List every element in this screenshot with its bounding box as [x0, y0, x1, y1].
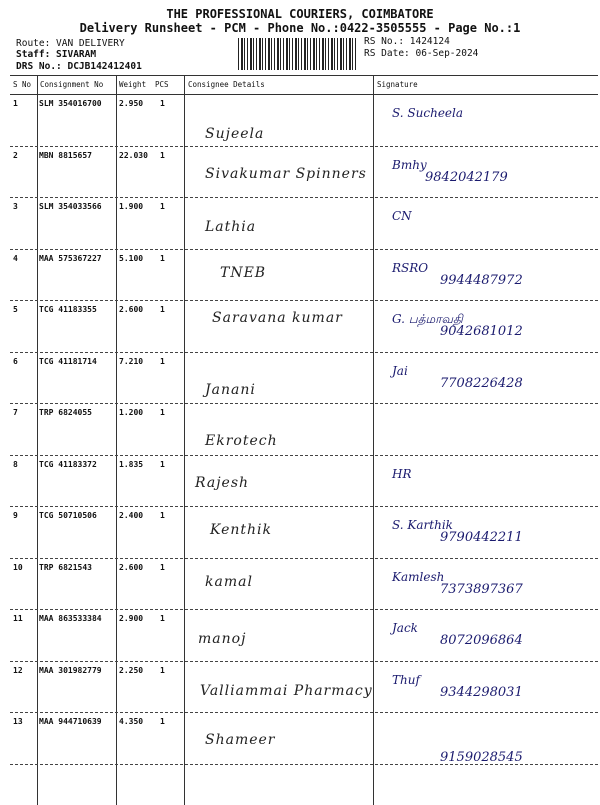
row-phone: 9790442211: [440, 530, 523, 545]
row-pcs: 1: [160, 305, 165, 314]
header-sno: S No: [13, 80, 32, 89]
row-weight: 1.200: [119, 408, 144, 417]
barcode-image: [238, 38, 358, 70]
row-signature: S. Sucheela: [392, 106, 464, 120]
route-label: Route: VAN DELIVERY: [16, 38, 125, 49]
row-phone: 9944487972: [440, 272, 523, 288]
row-weight: 2.950: [119, 99, 144, 108]
row-consignment-no: MAA 944710639: [39, 717, 102, 726]
rs-number: RS No.: 1424124: [364, 36, 450, 47]
header-consignee: Consignee Details: [188, 80, 265, 89]
row-consignment-no: TCG 41181714: [39, 356, 97, 366]
row-signature: HR: [392, 466, 412, 481]
row-separator: [10, 300, 598, 301]
row-sno: 4: [13, 253, 18, 263]
row-consignment-no: TCG 50710506: [39, 511, 97, 520]
row-separator: [10, 609, 598, 610]
row-separator: [10, 558, 598, 559]
row-consignee-handwriting: Sivakumar Spinners: [205, 165, 367, 182]
row-consignment-no: TCG 41183355: [39, 305, 97, 314]
row-separator: [10, 146, 598, 147]
table-header-line: [10, 94, 598, 95]
row-signature: G. பத்மாவதி: [392, 312, 463, 326]
row-weight: 1.900: [119, 202, 144, 211]
row-consignment-no: MBN 8815657: [39, 150, 92, 160]
header-consignment: Consignment No: [40, 80, 104, 89]
row-weight: 2.600: [119, 562, 144, 572]
row-sno: 5: [13, 305, 18, 314]
row-consignment-no: MAA 301982779: [39, 665, 102, 675]
row-separator: [10, 712, 598, 713]
row-weight: 2.600: [119, 305, 144, 314]
row-sno: 8: [13, 459, 18, 469]
staff-label: Staff: SIVARAM: [16, 49, 97, 60]
row-consignee-handwriting: Sujeela: [205, 126, 265, 142]
row-sno: 13: [13, 717, 23, 726]
row-weight: 4.350: [119, 717, 144, 726]
row-signature: RSRO: [392, 260, 429, 275]
row-signature: Thuf: [392, 672, 420, 687]
runsheet-subtitle: Delivery Runsheet - PCM - Phone No.:0422-3505555 - Page No.:1: [79, 21, 521, 35]
row-weight: 7.210: [119, 356, 144, 366]
row-sno: 6: [13, 356, 18, 366]
row-weight: 5.100: [119, 253, 144, 263]
row-consignee-handwriting: Saravana kumar: [212, 310, 343, 326]
row-pcs: 1: [160, 459, 165, 469]
row-signature: CN: [392, 209, 412, 223]
row-phone: 9344298031: [440, 684, 523, 700]
drs-number: DRS No.: DCJB142412401: [16, 61, 142, 72]
row-consignee-handwriting: Valliammai Pharmacy: [200, 682, 373, 699]
row-signature: Kamlesh: [392, 569, 445, 584]
row-consignment-no: MAA 575367227: [39, 253, 102, 263]
row-separator: [10, 455, 598, 456]
row-phone: 7373897367: [440, 581, 523, 597]
col-divider: [184, 75, 185, 805]
row-consignee-handwriting: kamal: [205, 573, 253, 590]
row-pcs: 1: [160, 562, 165, 572]
row-consignee-handwriting: manoj: [198, 631, 247, 647]
row-consignment-no: SLM 354016700: [39, 99, 102, 108]
row-phone: 7708226428: [440, 375, 523, 391]
row-sno: 2: [13, 150, 18, 160]
row-pcs: 1: [160, 614, 165, 623]
row-signature: S. Karthik: [392, 518, 453, 532]
row-separator: [10, 403, 598, 404]
row-pcs: 1: [160, 202, 165, 211]
row-separator: [10, 197, 598, 198]
row-separator: [10, 249, 598, 250]
row-separator: [10, 352, 598, 353]
row-phone: 9842042179: [425, 169, 508, 185]
rs-date: RS Date: 06-Sep-2024: [364, 48, 479, 59]
col-divider: [373, 75, 374, 805]
row-sno: 9: [13, 511, 18, 520]
row-pcs: 1: [160, 408, 165, 417]
row-signature: Jack: [392, 621, 418, 635]
row-consignment-no: SLM 354033566: [39, 202, 102, 211]
row-weight: 2.250: [119, 665, 144, 675]
row-consignment-no: TRP 6821543: [39, 562, 92, 572]
row-sno: 7: [13, 408, 18, 417]
col-divider: [37, 75, 38, 805]
row-consignment-no: TCG 41183372: [39, 459, 97, 469]
row-pcs: 1: [160, 356, 165, 366]
header-signature: Signature: [377, 80, 418, 89]
row-pcs: 1: [160, 99, 165, 108]
row-consignee-handwriting: Ekrotech: [205, 433, 278, 449]
row-sno: 11: [13, 614, 23, 623]
row-consignee-handwriting: Lathia: [205, 219, 257, 235]
row-pcs: 1: [160, 511, 165, 520]
row-pcs: 1: [160, 253, 165, 263]
row-consignment-no: TRP 6824055: [39, 408, 92, 417]
row-separator: [10, 506, 598, 507]
row-consignee-handwriting: Janani: [205, 381, 256, 398]
row-weight: 22.030: [119, 150, 148, 160]
row-phone: 9159028545: [440, 750, 523, 765]
row-consignee-handwriting: TNEB: [220, 264, 267, 281]
row-pcs: 1: [160, 717, 165, 726]
header-weight: Weight: [119, 80, 147, 89]
row-consignment-no: MAA 863533384: [39, 614, 102, 623]
row-consignee-handwriting: Shameer: [205, 732, 276, 748]
row-weight: 2.400: [119, 511, 144, 520]
row-weight: 2.900: [119, 614, 144, 623]
row-signature: Bmhy: [392, 157, 427, 172]
company-title: THE PROFESSIONAL COURIERS, COIMBATORE: [166, 7, 434, 21]
row-sno: 3: [13, 202, 18, 211]
row-pcs: 1: [160, 665, 165, 675]
row-sno: 12: [13, 665, 23, 675]
row-consignee-handwriting: Kenthik: [210, 522, 272, 538]
row-separator: [10, 661, 598, 662]
row-signature: Jai: [392, 363, 408, 378]
row-pcs: 1: [160, 150, 165, 160]
table-top-line: [10, 75, 598, 76]
row-phone: 8072096864: [440, 633, 523, 648]
row-sno: 10: [13, 562, 23, 572]
row-separator: [10, 764, 598, 765]
row-phone: 9042681012: [440, 324, 523, 339]
row-sno: 1: [13, 99, 18, 108]
header-pcs: PCS: [155, 80, 169, 89]
row-weight: 1.835: [119, 459, 144, 469]
col-divider: [116, 75, 117, 805]
row-consignee-handwriting: Rajesh: [195, 474, 250, 491]
